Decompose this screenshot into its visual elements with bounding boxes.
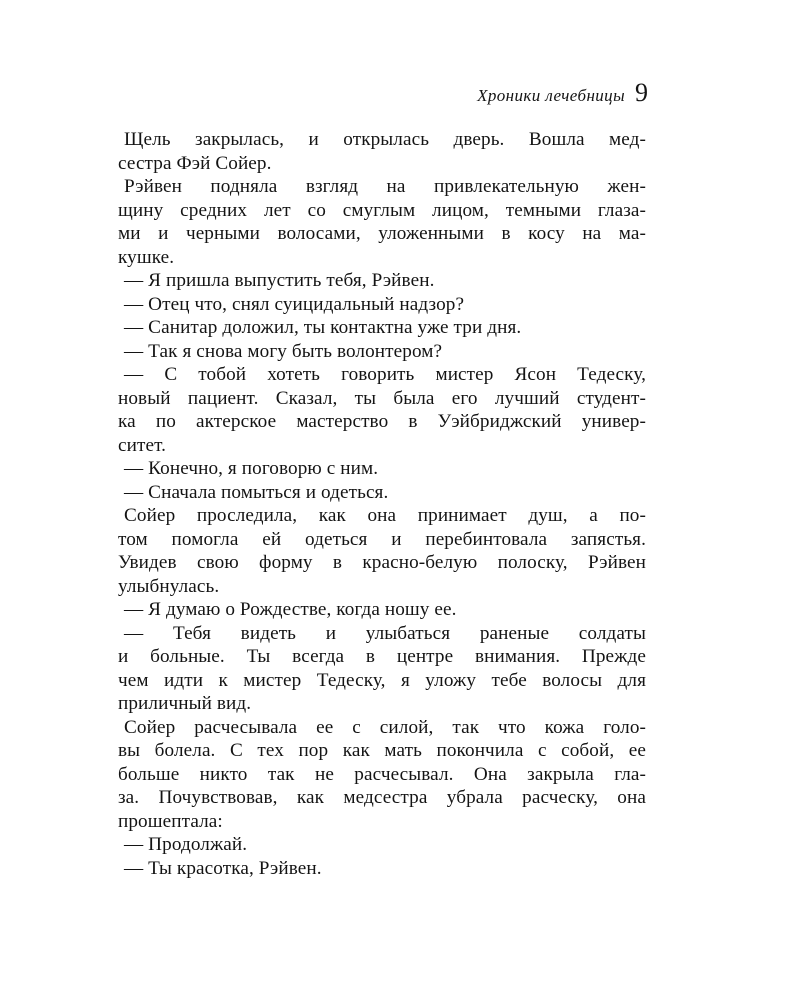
text-line: — Я думаю о Рождестве, когда ношу ее. bbox=[124, 599, 457, 620]
text-line: — С тобой хотеть говорить мистер Ясон Тедеску, bbox=[124, 364, 646, 385]
text-line: вы болела. С тех пор как мать покончила с собой, ее bbox=[118, 740, 646, 761]
text-line: Рэйвен подняла взгляд на привлекательную жен- bbox=[124, 176, 646, 197]
text-line: — Ты красотка, Рэйвен. bbox=[124, 857, 322, 879]
text-line: сестра Фэй Сойер. bbox=[118, 152, 272, 174]
text-line: — Продолжай. bbox=[124, 834, 248, 855]
text-line: за. Почувствовав, как медсестра убрала расческу, она bbox=[118, 787, 646, 808]
page-number: 9 bbox=[635, 78, 648, 107]
text-line: ми и черными волосами, уложенными в косу на ма- bbox=[118, 223, 646, 244]
text-line: щину средних лет со смуглым лицом, темными глаза- bbox=[118, 199, 646, 221]
text-line: улыбнулась. bbox=[118, 575, 220, 597]
text-line: — Сначала помыться и одеться. bbox=[124, 481, 389, 503]
text-line: — Так я снова могу быть волонтером? bbox=[124, 340, 443, 362]
text-line: Щель закрылась, и открылась дверь. Вошла мед- bbox=[124, 129, 646, 150]
text-line: Увидев свою форму в красно-белую полоску, Рэйвен bbox=[118, 552, 646, 573]
text-line: Сойер расчесывала ее с силой, так что кожа голо- bbox=[124, 716, 646, 738]
text-line: — Тебя видеть и улыбаться раненые солдаты bbox=[124, 622, 646, 644]
text-line: прошептала: bbox=[118, 810, 223, 832]
text-line: — Я пришла выпустить тебя, Рэйвен. bbox=[124, 270, 435, 291]
text-line: Сойер проследила, как она принимает душ, а по- bbox=[124, 505, 646, 526]
text-line: больше никто так не расчесывал. Она закрыла гла- bbox=[118, 763, 646, 785]
body-text bbox=[118, 128, 646, 880]
text-line: — Отец что, снял суицидальный надзор? bbox=[124, 293, 465, 315]
text-line: новый пациент. Сказал, ты была его лучший студент- bbox=[118, 387, 646, 409]
text-line: ситет. bbox=[118, 434, 167, 456]
text-line: кушке. bbox=[118, 246, 175, 268]
text-line: чем идти к мистер Тедеску, я уложу тебе волосы для bbox=[118, 669, 646, 691]
text-line: ка по актерское мастерство в Уэйбриджский универ- bbox=[118, 411, 646, 432]
running-head bbox=[477, 78, 648, 110]
text-line: том помогла ей одеться и перебинтовала запястья. bbox=[118, 528, 646, 550]
text-line: — Конечно, я поговорю с ним. bbox=[124, 458, 379, 479]
text-line: приличный вид. bbox=[118, 693, 252, 714]
text-line: — Санитар доложил, ты контактна уже три дня. bbox=[124, 317, 522, 338]
text-line: и больные. Ты всегда в центре внимания. Прежде bbox=[118, 646, 646, 667]
running-title: Хроники лечебницы bbox=[477, 86, 625, 105]
